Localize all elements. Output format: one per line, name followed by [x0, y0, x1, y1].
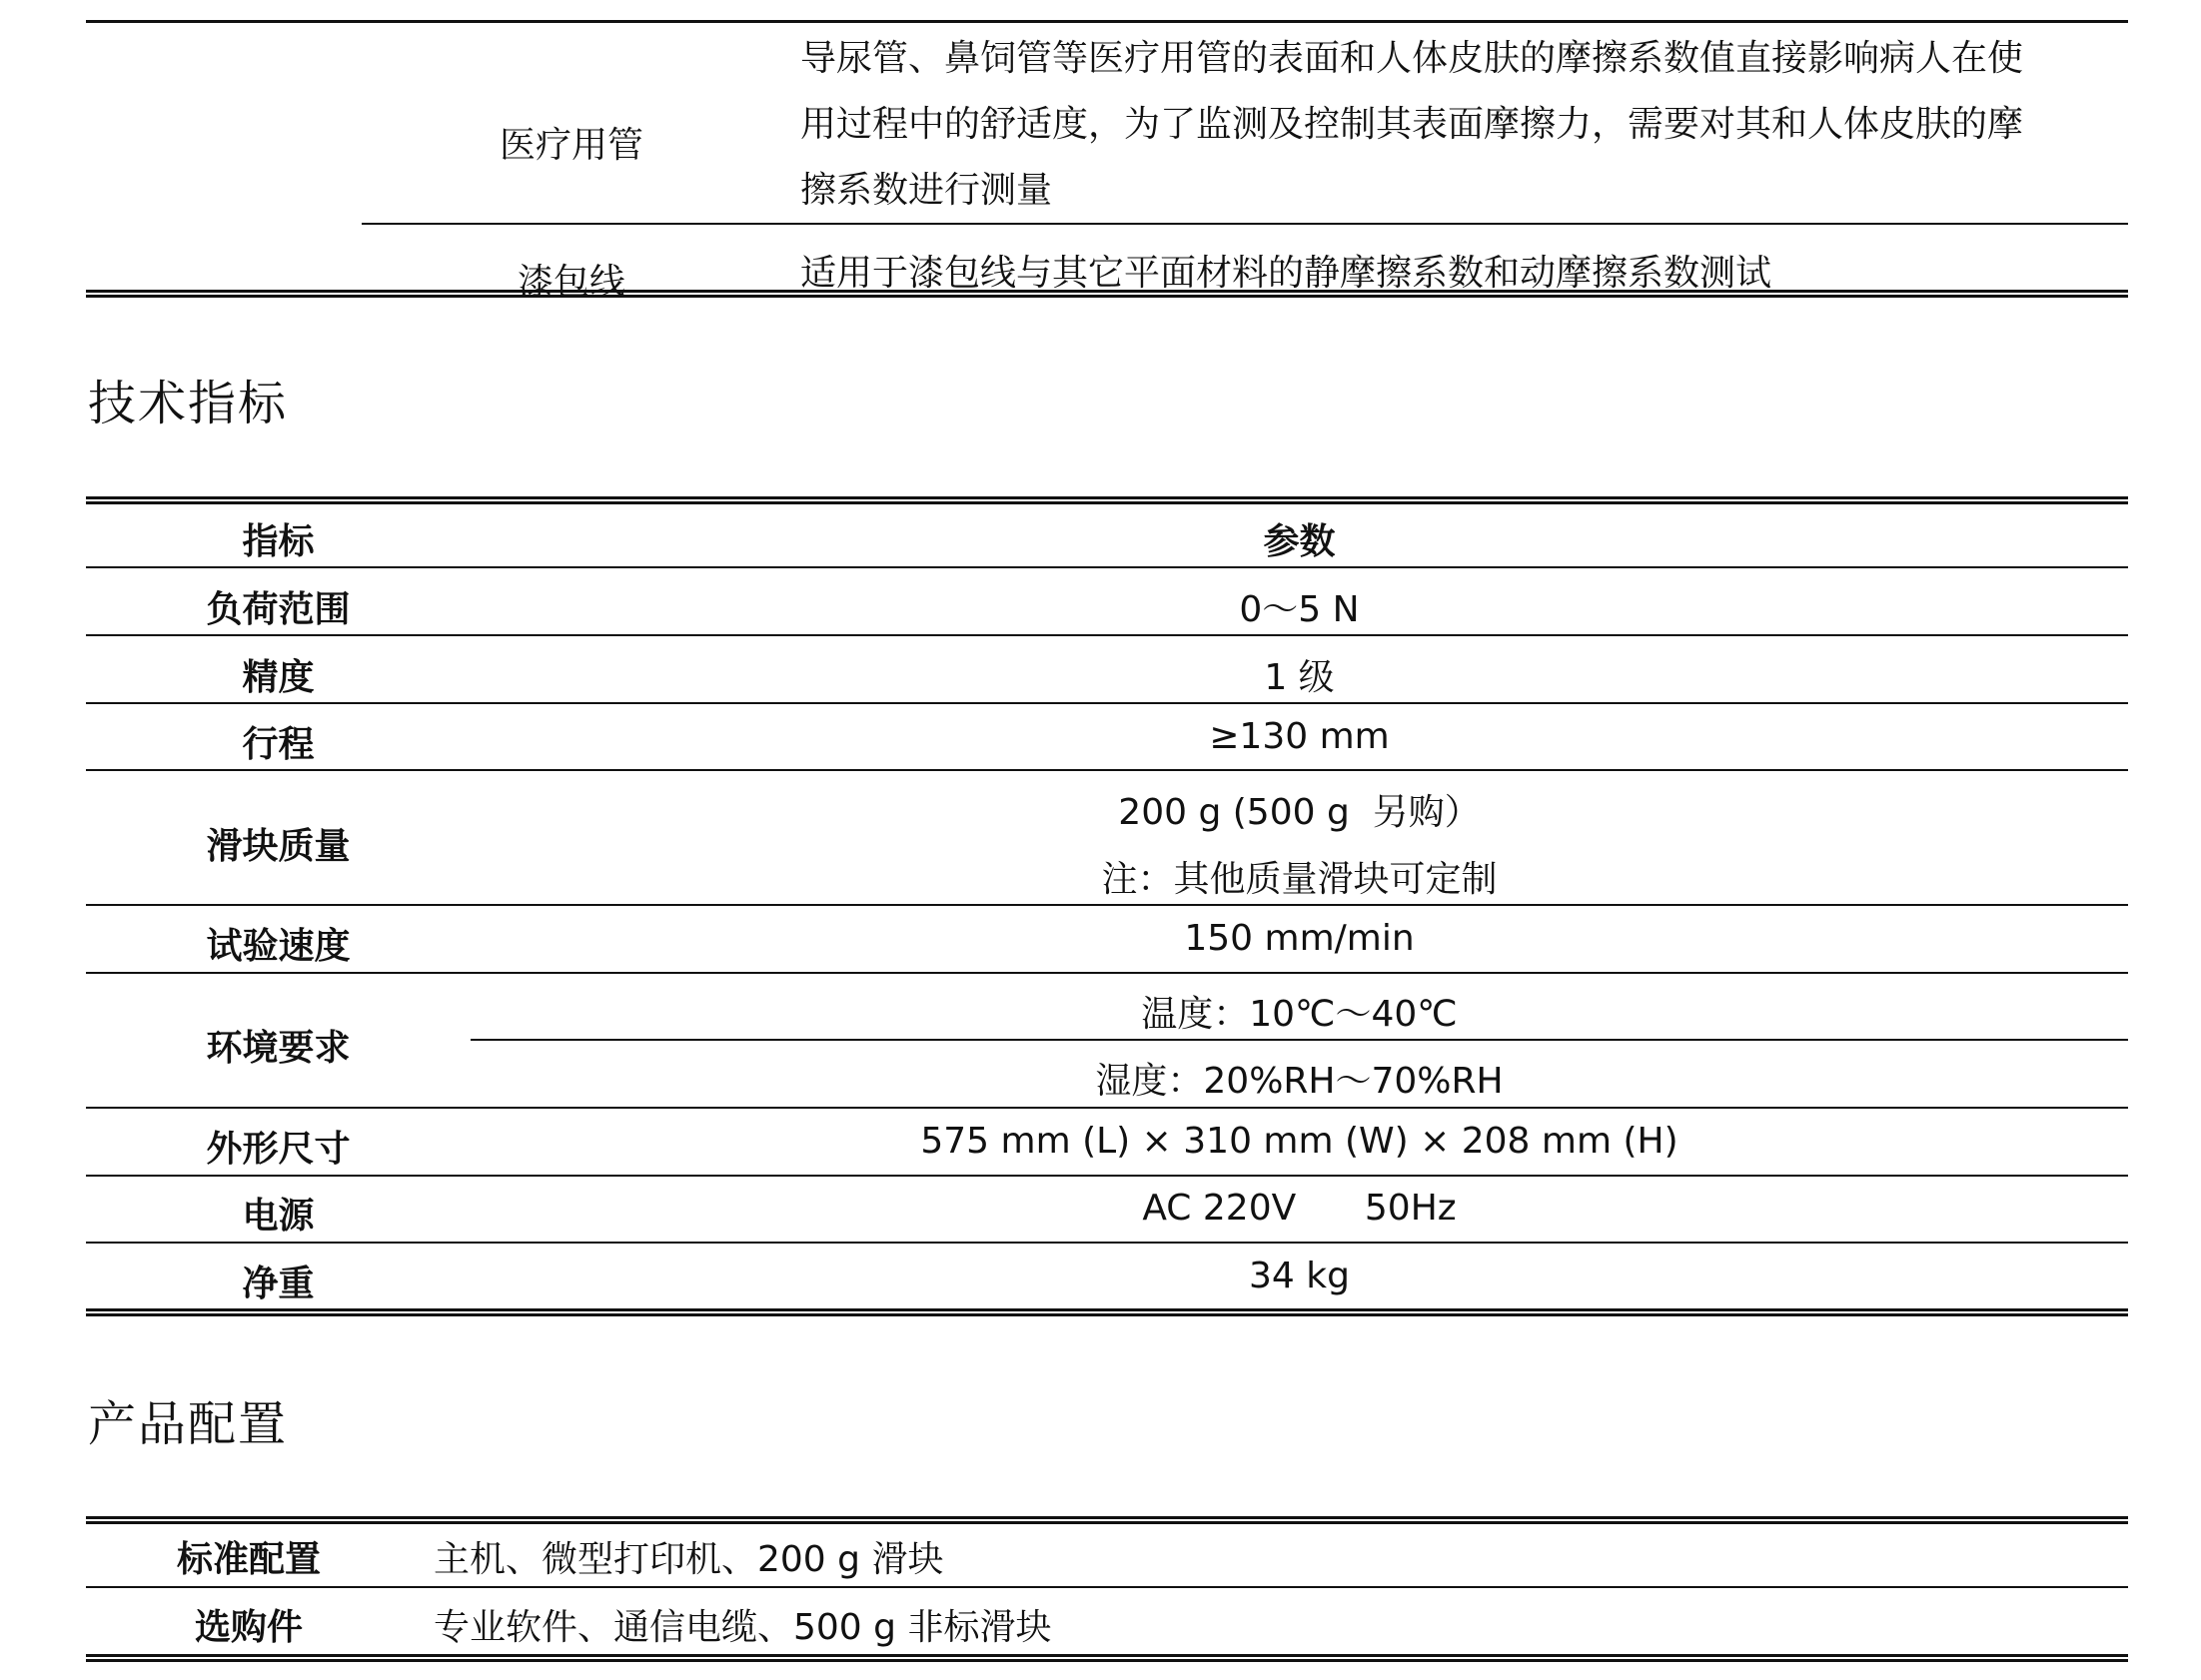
table-rule	[86, 769, 2128, 771]
spec-value-power: AC 220V 50Hz	[1142, 1188, 1457, 1229]
spec-header-value: 参数	[1263, 521, 1336, 562]
table-rule	[86, 972, 2128, 974]
table-rule	[86, 1175, 2128, 1177]
table-rule	[86, 496, 2128, 504]
spec-value-dimensions: 575 mm (L) × 310 mm (W) × 208 mm (H)	[920, 1121, 1678, 1162]
description-line: 导尿管、鼻饲管等医疗用管的表面和人体皮肤的摩擦系数值直接影响病人在使	[800, 38, 2024, 79]
table-rule	[86, 634, 2128, 636]
table-rule	[86, 702, 2128, 704]
table-rule	[86, 290, 2128, 298]
config-table	[86, 1516, 2128, 1664]
spec-label-power: 电源	[242, 1196, 315, 1237]
spec-value-humidity: 湿度：20%RH～70%RH	[1095, 1061, 1504, 1102]
table-rule	[471, 1039, 2128, 1041]
config-label-standard: 标准配置	[176, 1539, 321, 1580]
section-title-config: 产品配置	[88, 1396, 289, 1452]
spec-value-test-speed: 150 mm/min	[1184, 918, 1415, 959]
application-table	[86, 20, 2128, 303]
spec-label-test-speed: 试验速度	[206, 926, 351, 967]
spec-label-load-range: 负荷范围	[206, 589, 351, 630]
table-rule	[86, 904, 2128, 906]
spec-label-environment: 环境要求	[206, 1028, 351, 1069]
table-rule	[86, 1242, 2128, 1244]
description-line: 用过程中的舒适度，为了监测及控制其表面摩擦力，需要对其和人体皮肤的摩	[800, 104, 2024, 145]
spec-label-accuracy: 精度	[242, 657, 315, 698]
spec-header-label: 指标	[242, 521, 315, 562]
spec-value-load-range: 0～5 N	[1239, 589, 1360, 630]
table-rule	[86, 1308, 2128, 1316]
config-value-optional: 专业软件、通信电缆、500 g 非标滑块	[434, 1607, 1052, 1648]
spec-value-net-weight: 34 kg	[1249, 1256, 1350, 1296]
table-rule	[362, 223, 2128, 225]
description-line: 适用于漆包线与其它平面材料的静摩擦系数和动摩擦系数测试	[800, 253, 1772, 294]
spec-label-slider-mass: 滑块质量	[206, 826, 351, 867]
spec-label-net-weight: 净重	[242, 1263, 315, 1304]
table-rule	[86, 1654, 2128, 1662]
spec-value-accuracy: 1 级	[1264, 657, 1335, 698]
config-label-optional: 选购件	[194, 1607, 303, 1648]
table-rule	[86, 20, 2128, 23]
config-value-standard: 主机、微型打印机、200 g 滑块	[434, 1539, 944, 1580]
spec-value-temperature: 温度：10℃～40℃	[1141, 994, 1458, 1035]
application-description-medical-tube	[800, 26, 2199, 224]
spec-value-slider-mass: 200 g (500 g 另购）	[1118, 792, 1481, 833]
table-rule	[86, 566, 2128, 568]
table-rule	[86, 1586, 2128, 1588]
spec-label-dimensions: 外形尺寸	[206, 1129, 351, 1170]
table-rule	[86, 1516, 2128, 1524]
application-name-enameled-wire: 漆包线	[517, 262, 625, 303]
application-name-medical-tube: 医疗用管	[499, 125, 643, 166]
description-line: 擦系数进行测量	[800, 170, 1053, 211]
spec-label-stroke: 行程	[242, 724, 315, 765]
spec-value-slider-mass-note: 注：其他质量滑块可定制	[1101, 859, 1498, 900]
spec-table	[86, 496, 2128, 1317]
section-title-tech: 技术指标	[88, 376, 289, 431]
spec-value-stroke: ≥130 mm	[1209, 716, 1390, 757]
table-rule	[86, 1107, 2128, 1109]
